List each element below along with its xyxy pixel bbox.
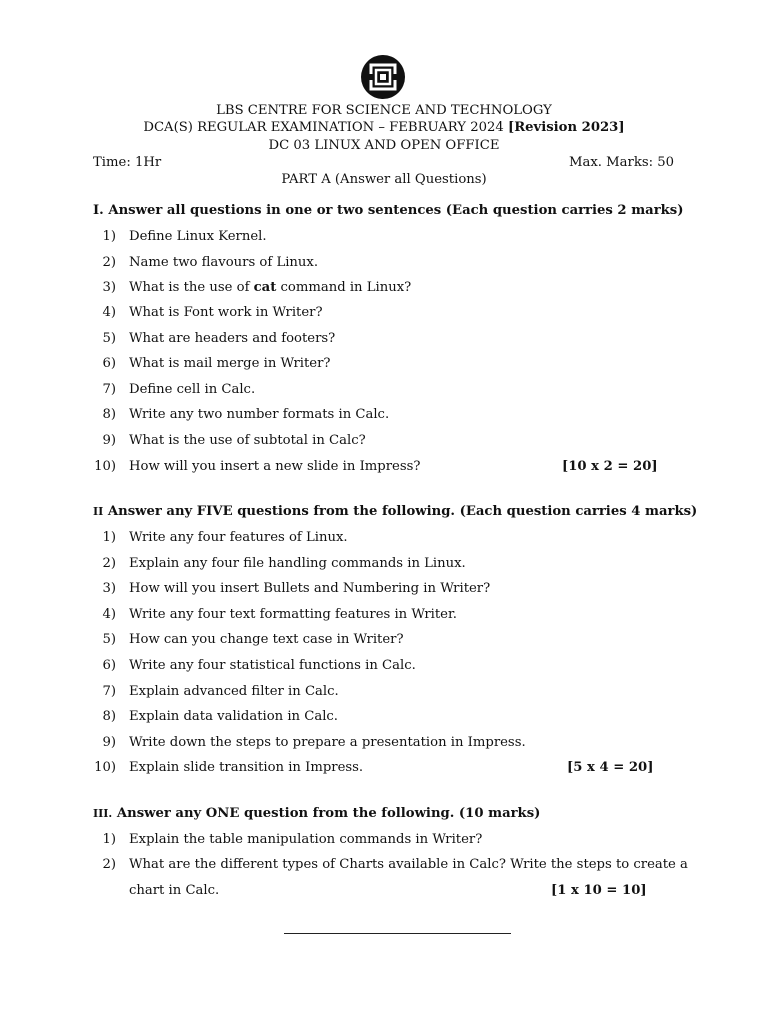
question-text: What are the different types of Charts available in Calc? Write the steps to create a bbox=[129, 857, 688, 872]
section-1-title: Answer all questions in one or two sentences (Each question carries 2 marks) bbox=[108, 203, 684, 218]
question-number: 1) bbox=[102, 229, 116, 244]
question-number: 9) bbox=[102, 735, 116, 750]
question-number: 3) bbox=[102, 280, 116, 295]
question-number: 8) bbox=[102, 709, 116, 724]
section-3-number: III. bbox=[93, 807, 113, 820]
question-number: 4) bbox=[102, 607, 116, 622]
question-number: 2) bbox=[102, 857, 116, 872]
question-text: Write any four text formatting features in Writer. bbox=[129, 607, 457, 622]
question-number: 6) bbox=[102, 658, 116, 673]
institution-name: LBS CENTRE FOR SCIENCE AND TECHNOLOGY bbox=[216, 103, 552, 118]
question-text: Explain data validation in Calc. bbox=[129, 709, 338, 724]
question-text: Write any two number formats in Calc. bbox=[129, 407, 390, 422]
question-text: What is the use of subtotal in Calc? bbox=[129, 433, 366, 448]
question-number: 10) bbox=[94, 459, 116, 474]
question-text: Write any four features of Linux. bbox=[129, 530, 348, 545]
question-text: Write down the steps to prepare a presentation in Impress. bbox=[129, 735, 526, 750]
question-number: 4) bbox=[102, 305, 116, 320]
question-number: 7) bbox=[102, 382, 116, 397]
question-number: 5) bbox=[102, 632, 116, 647]
section-2-title: Answer any FIVE questions from the following. (Each question carries 4 marks) bbox=[107, 504, 698, 519]
revision-label: [Revision 2023] bbox=[507, 120, 625, 135]
question-text bbox=[129, 279, 411, 296]
question-text: Explain the table manipulation commands in Writer? bbox=[129, 832, 483, 847]
course-title: DC 03 LINUX AND OPEN OFFICE bbox=[268, 138, 500, 153]
exam-name: DCA(S) REGULAR EXAMINATION – FEBRUARY 2024 bbox=[143, 120, 504, 135]
section-3-marks: [1 x 10 = 10] bbox=[551, 883, 647, 898]
question-text: How will you insert a new slide in Impress? bbox=[129, 459, 421, 474]
command-keyword: cat bbox=[253, 280, 277, 295]
question-number: 8) bbox=[102, 407, 116, 422]
question-text: Explain advanced filter in Calc. bbox=[129, 684, 339, 699]
question-number: 9) bbox=[102, 433, 116, 448]
question-text: How will you insert Bullets and Numbering in Writer? bbox=[129, 581, 491, 596]
question-number: 1) bbox=[102, 832, 116, 847]
section-2-marks: [5 x 4 = 20] bbox=[567, 760, 654, 775]
question-number: 7) bbox=[102, 684, 116, 699]
max-marks-label: Max. Marks: 50 bbox=[568, 155, 674, 170]
section-2-number: II bbox=[93, 505, 104, 518]
question-text-pre: What is the use of bbox=[129, 280, 254, 295]
question-text-continued: chart in Calc. bbox=[129, 883, 220, 898]
question-text: How can you change text case in Writer? bbox=[129, 632, 404, 647]
question-text: Explain slide transition in Impress. bbox=[129, 760, 364, 775]
question-number: 10) bbox=[94, 760, 116, 775]
question-number: 6) bbox=[102, 356, 116, 371]
institution-logo-icon bbox=[360, 54, 406, 100]
section-1-number: I. bbox=[93, 203, 104, 218]
section-3-title: Answer any ONE question from the following. (10 marks) bbox=[116, 806, 541, 821]
question-text-post: command in Linux? bbox=[276, 280, 412, 295]
question-number: 1) bbox=[102, 530, 116, 545]
part-title: PART A (Answer all Questions) bbox=[281, 172, 487, 187]
question-number: 5) bbox=[102, 331, 116, 346]
question-text: Write any four statistical functions in Calc. bbox=[129, 658, 416, 673]
question-text: Define cell in Calc. bbox=[129, 382, 256, 397]
section-1-marks: [10 x 2 = 20] bbox=[562, 459, 658, 474]
section-3-heading bbox=[93, 805, 540, 822]
question-number: 3) bbox=[102, 581, 116, 596]
question-text: Explain any four file handling commands in Linux. bbox=[129, 556, 466, 571]
question-text: Name two flavours of Linux. bbox=[129, 255, 319, 270]
exam-title bbox=[0, 119, 768, 136]
question-number: 2) bbox=[102, 556, 116, 571]
question-text: What is mail merge in Writer? bbox=[129, 356, 331, 371]
time-label: Time: 1Hr bbox=[93, 155, 162, 170]
end-divider bbox=[284, 933, 511, 934]
question-text: Define Linux Kernel. bbox=[129, 229, 267, 244]
section-2-heading bbox=[93, 503, 697, 520]
section-1-heading bbox=[93, 202, 683, 219]
question-text: What is Font work in Writer? bbox=[129, 305, 323, 320]
question-text: What are headers and footers? bbox=[129, 331, 336, 346]
question-number: 2) bbox=[102, 255, 116, 270]
